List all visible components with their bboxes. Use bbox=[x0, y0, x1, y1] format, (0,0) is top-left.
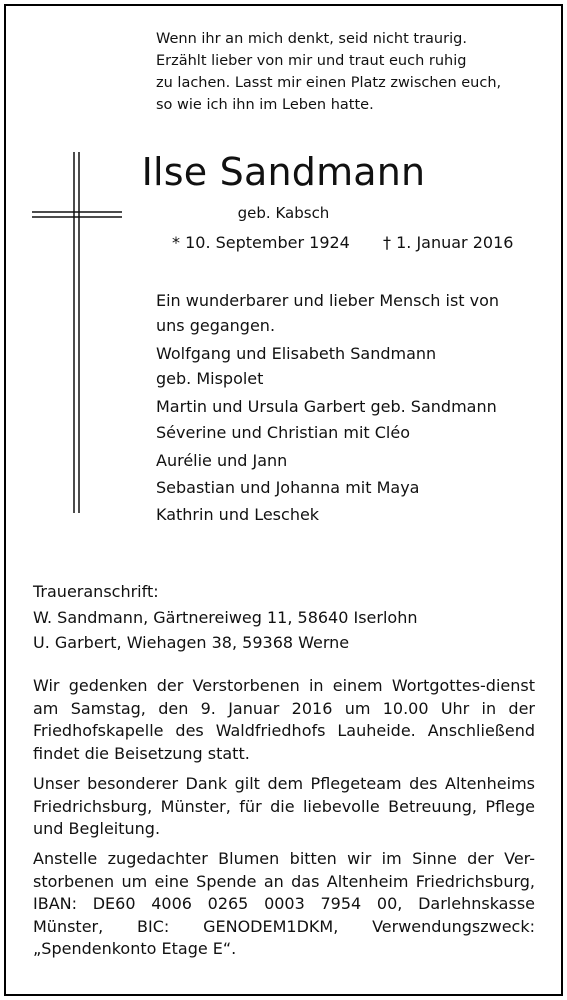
poem-line: Erzählt lieber von mir und traut euch ruhig bbox=[156, 53, 467, 69]
address-label: Traueranschrift: bbox=[33, 582, 159, 601]
mourner-line: Séverine und Christian mit Cléo bbox=[156, 423, 410, 442]
mourner-line: uns gegangen. bbox=[156, 316, 276, 335]
deceased-name: Ilse Sandmann bbox=[141, 150, 426, 194]
thanks-paragraph: Unser besonderer Dank gilt dem Pflegeteam des Altenheims Friedrichsburg, Münster, für die liebevolle Betreuung, Pflege und Begleitung. bbox=[33, 774, 535, 838]
poem-line: so wie ich ihn im Leben hatte. bbox=[156, 97, 374, 113]
mourner-line: Kathrin und Leschek bbox=[156, 505, 320, 524]
mourner-line: geb. Mispolet bbox=[156, 369, 264, 388]
poem-line: zu lachen. Lasst mir einen Platz zwischen euch, bbox=[156, 75, 502, 91]
poem-line: Wenn ihr an mich denkt, seid nicht traurig. bbox=[156, 31, 467, 47]
donation-paragraph: Anstelle zugedachter Blumen bitten wir im Sinne der Ver-storbenen um eine Spende an das Altenheim Friedrichsburg, IBAN: DE60 4006 0265 0003 7954 00, Darlehnskasse Münster, BIC: GENODEM1DKM, Verwendungszweck: „Spendenkonto Etage E“. bbox=[33, 849, 535, 958]
birth-name: geb. Kabsch bbox=[237, 204, 330, 222]
mourner-line: Wolfgang und Elisabeth Sandmann bbox=[156, 344, 437, 363]
mourner-line: Sebastian und Johanna mit Maya bbox=[156, 478, 420, 497]
address-line: W. Sandmann, Gärtnereiweg 11, 58640 Iserlohn bbox=[33, 608, 418, 627]
mourner-line: Ein wunderbarer und lieber Mensch ist von bbox=[156, 291, 500, 310]
mourner-line: Martin und Ursula Garbert geb. Sandmann bbox=[156, 397, 497, 416]
service-paragraph: Wir gedenken der Verstorbenen in einem Wortgottes-dienst am Samstag, den 9. Januar 2016 um 10.00 Uhr in der Friedhofskapelle des Waldfriedhofs Lauheide. Anschließend findet die Beisetzung statt. bbox=[33, 676, 535, 763]
birth-date: * 10. September 1924 bbox=[172, 233, 350, 252]
death-date: † 1. Januar 2016 bbox=[383, 233, 514, 252]
address-line: U. Garbert, Wiehagen 38, 59368 Werne bbox=[33, 633, 350, 652]
mourner-line: Aurélie und Jann bbox=[156, 451, 288, 470]
